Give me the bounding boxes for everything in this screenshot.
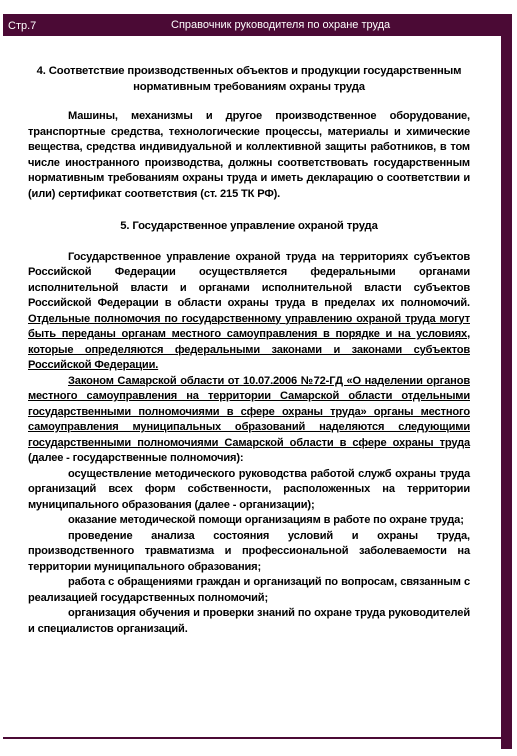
page-number: Стр.7 [8, 20, 37, 32]
page-content [28, 64, 470, 637]
list-item: работа с обращениями граждан и организаций по вопросам, связанным с реализацией государственных полномочий; [28, 576, 470, 604]
intro-underlined-text: Отдельные полномочия по государственному управлению охраной труда могут быть переданы органам местного самоуправления в порядке и на условиях, которые определяются федеральными законами и законами субъектов Российской Федерации. [28, 312, 470, 371]
bottom-border-line [3, 737, 501, 739]
section-5-intro-paragraph [28, 250, 470, 374]
section-5-heading: 5. Государственное управление охраной труда [120, 220, 378, 232]
list-item: проведение анализа состояния условий и охраны труда, производственного травматизма и профессиональной заболеваемости на территории муниципального образования; [28, 529, 470, 573]
right-border-bar [501, 14, 512, 749]
law-paragraph [28, 374, 470, 467]
list-item: оказание методической помощи организациям в работе по охране труда; [68, 514, 464, 526]
book-title: Справочник руководителя по охране труда [171, 19, 391, 31]
law-underlined-text: Законом Самарской области от 10.07.2006 №72-ГД «О наделении органов местного самоуправления на территории Самарской области отдельными государственными полномочиями в сфере охраны труда» органы местного самоуправления муниципальных образований наделяются следующими государственными полномочиями Самарской области в сфере охраны труда [28, 374, 470, 449]
list-item: осуществление методического руководства работой служб охраны труда организаций всех форм собственности, расположенных на территории муниципального образования (далее - организации); [28, 467, 470, 511]
law-suffix-text: (далее - государственные полномочия): [28, 452, 244, 464]
list-item: организация обучения и проверки знаний по охране труда руководителей и специалистов организаций. [28, 607, 470, 635]
section-4-heading: 4. Соответствие производственных объектов и продукции государственным нормативным требованиям охраны труда [36, 65, 462, 93]
intro-plain-text: Государственное управление охраной труда на территориях субъектов Российской Федерации осуществляется федеральными органами исполнительной власти и органами исполнительной власти субъектов Российской Федерации в области охраны труда в пределах их полномочий. [28, 250, 470, 309]
header-bar [3, 14, 501, 36]
section-4-paragraph: Машины, механизмы и другое производственное оборудование, транспортные средства, технологические процессы, материалы и химические вещества, средства индивидуальной и коллективной защиты работников, в том числе иностранного производства, должны соответствовать государственным нормативным требованиям охраны труда и иметь декларацию о соответствии и (или) сертификат соответствия (ст. 215 ТК РФ). [28, 110, 470, 200]
